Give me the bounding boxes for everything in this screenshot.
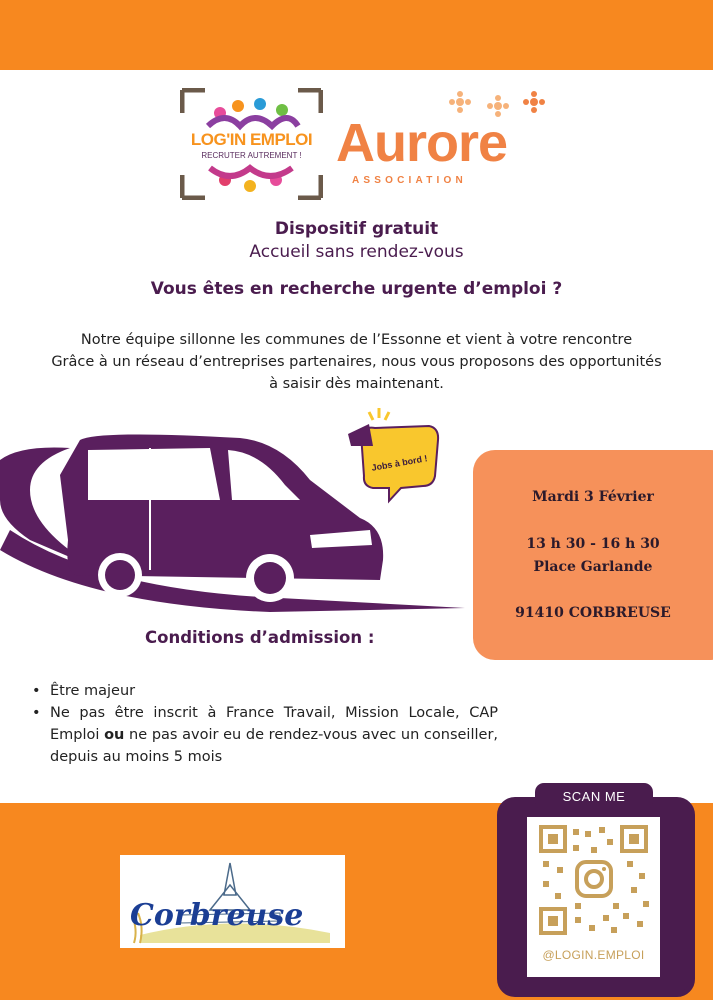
aurore-logo-name: Aurore (336, 113, 508, 173)
list-item (32, 702, 498, 768)
bubble-text: Jobs à bord ! (370, 453, 429, 473)
condition-text: Être majeur (50, 683, 136, 699)
corbreuse-logo-text: Corbreuse (130, 898, 304, 933)
condition-text: Ne pas être inscrit à France Travail, Mission Locale, CAP Emploi ou ne pas avoir eu de rendez-vous avec un conseiller, depuis au moins 5 mois (50, 705, 499, 765)
question-heading: Vous êtes en recherche urgente d’emploi ? (150, 279, 563, 299)
bullet-icon: • (32, 683, 41, 699)
event-hours: 13 h 30 - 16 h 30 (526, 536, 660, 552)
event-city: 91410 CORBREUSE (515, 605, 671, 621)
megaphone-bubble-icon (343, 404, 443, 504)
event-info-box (473, 450, 713, 660)
top-orange-band (0, 0, 713, 70)
scan-me-label: SCAN ME (535, 783, 653, 810)
intro-line: Notre équipe sillonne les communes de l’Essonne et vient à votre rencontre (80, 332, 633, 348)
aurore-logo-subtitle: ASSOCIATION (352, 175, 467, 186)
intro-line: à saisir dès maintenant. (269, 376, 444, 392)
emphasis-word: ou (104, 727, 125, 743)
walk-in-subheading: Accueil sans rendez-vous (249, 242, 464, 262)
conditions-title: Conditions d’admission : (145, 628, 375, 647)
qr-pattern-icon (527, 817, 660, 942)
list-item (32, 680, 498, 702)
login-emploi-title: LOG'IN EMPLOI (190, 130, 313, 149)
instagram-handle: @LOGIN.EMPLOI (542, 948, 645, 962)
free-service-heading: Dispositif gratuit (274, 219, 439, 239)
intro-line: Grâce à un réseau d’entreprises partenaires, nous vous proposons des opportunités (51, 354, 662, 370)
event-place: Place Garlande (533, 559, 653, 575)
intro-paragraph (20, 329, 693, 395)
bullet-icon: • (32, 705, 41, 721)
event-date: Mardi 3 Février (532, 489, 654, 505)
login-emploi-subtitle: RECRUTER AUTREMENT ! (201, 151, 302, 160)
